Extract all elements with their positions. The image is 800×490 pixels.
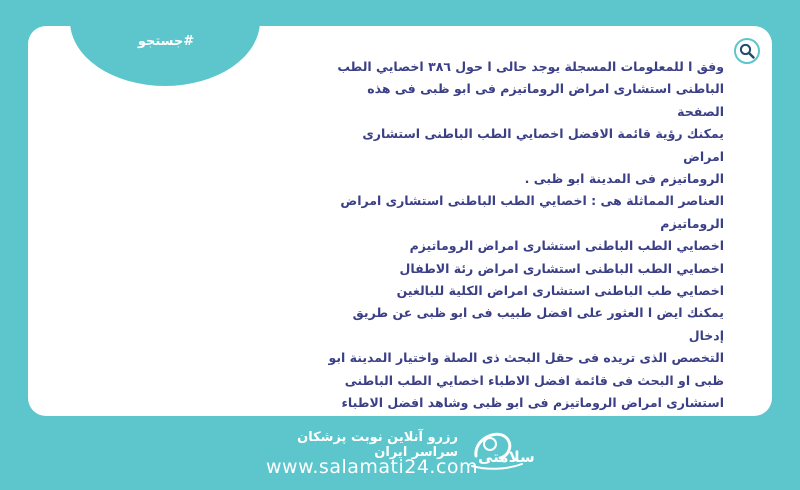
footer-url[interactable]: www.salamati24.com (266, 456, 479, 478)
text-line: الروماتيزم (660, 215, 724, 231)
text-line: العناصر المماثلة هى : اخصايي الطب الباطنى استشارى امراض (340, 193, 724, 209)
footer-title: رزرو آنلاین نوبت پزشکان سراسر ایران (297, 430, 458, 460)
logo-text: سلامتی (478, 448, 535, 466)
text-line (324, 415, 724, 417)
text-line: ظبى او البحث فى قائمة افضل الاطباء اخصايي الطب الباطنى (344, 372, 724, 388)
text-line: استشارى امراض الروماتيزم فى ابو ظبى وشاهد افضل الاطباء (341, 395, 724, 411)
text-line: اخصايي طب الباطنى استشارى امراض الكلية للبالغين (396, 283, 724, 299)
content-card (28, 26, 772, 416)
text-line: الروماتيزم فى المدينة ابو ظبى . (524, 171, 724, 187)
info-text (324, 56, 724, 416)
search-button[interactable] (734, 38, 760, 64)
text-line: يمكنك رؤية قائمة الافضل اخصايي الطب الباطنى استشارى امراض (362, 126, 724, 164)
text-line: الباطنى استشارى امراض الروماتيزم فى ابو ظبى فى هذه الصفحة (367, 81, 724, 119)
text-line: اخصايي الطب الباطنى استشارى امراض رئة الاطفال (399, 260, 724, 276)
search-tag[interactable]: #جستجو (137, 34, 195, 49)
search-icon (739, 43, 755, 59)
text-line: وفق ا للمعلومات المسجلة يوجد حالى ا حول ٣٨٦ اخصايي الطب (337, 59, 724, 74)
text-line: التخصص الذى تريده فى حقل البحث ذى الصلة واختيار المدينة ابو (328, 350, 724, 366)
text-line: يمكنك ايض ا العثور على افضل طبيب فى ابو ظبى عن طريق إدخال (352, 305, 724, 343)
text-line: اخصايي الطب الباطنى استشارى امراض الروماتيزم (409, 238, 724, 254)
